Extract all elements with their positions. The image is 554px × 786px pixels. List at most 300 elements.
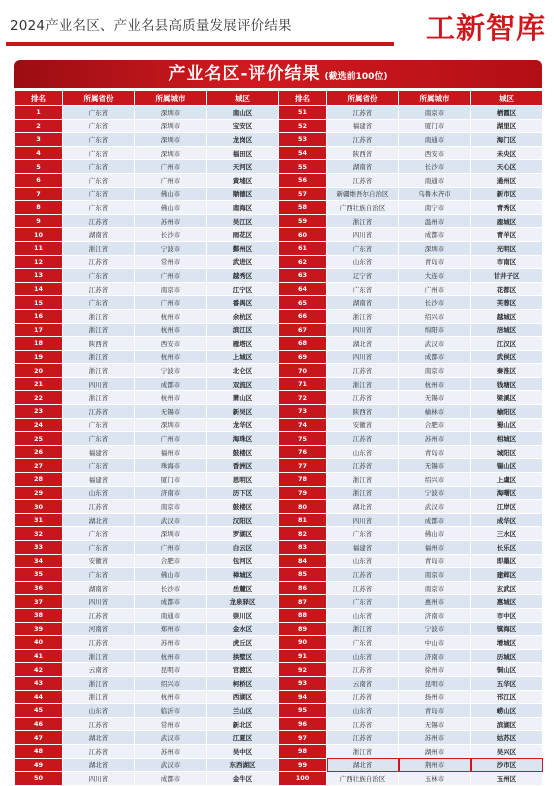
column-header-rank: 排名 — [279, 91, 327, 106]
province-cell: 江苏省 — [63, 744, 135, 758]
rank-cell: 37 — [15, 595, 63, 609]
table-row — [15, 309, 543, 323]
column-header-district: 城区 — [207, 91, 279, 106]
table-row — [15, 527, 543, 541]
province-cell: 江苏省 — [63, 717, 135, 731]
district-cell: 武侯区 — [471, 350, 543, 364]
city-cell: 绍兴市 — [399, 473, 471, 487]
district-cell: 兰山区 — [207, 704, 279, 718]
city-cell: 苏州市 — [399, 432, 471, 446]
district-cell: 拱墅区 — [207, 649, 279, 663]
table-row — [15, 337, 543, 351]
province-cell: 浙江省 — [327, 214, 399, 228]
city-cell: 青岛市 — [399, 704, 471, 718]
province-cell: 江苏省 — [63, 608, 135, 622]
rank-cell: 78 — [279, 473, 327, 487]
rank-cell: 16 — [15, 309, 63, 323]
city-cell: 青岛市 — [399, 255, 471, 269]
district-cell: 包河区 — [207, 554, 279, 568]
province-cell: 广东省 — [327, 636, 399, 650]
rank-cell: 2 — [15, 119, 63, 133]
ranking-table — [14, 90, 543, 786]
district-cell: 福田区 — [207, 146, 279, 160]
rank-cell: 14 — [15, 282, 63, 296]
province-cell: 江苏省 — [327, 663, 399, 677]
table-body — [15, 106, 543, 786]
province-cell: 新疆维吾尔自治区 — [327, 187, 399, 201]
province-cell: 安徽省 — [327, 418, 399, 432]
rank-cell: 48 — [15, 744, 63, 758]
province-cell: 四川省 — [327, 228, 399, 242]
rank-cell: 40 — [15, 636, 63, 650]
city-cell: 济南市 — [399, 649, 471, 663]
province-cell: 广东省 — [63, 459, 135, 473]
table-row — [15, 418, 543, 432]
table-row — [15, 432, 543, 446]
city-cell: 临沂市 — [135, 704, 207, 718]
city-cell: 佛山市 — [135, 568, 207, 582]
province-cell: 浙江省 — [63, 690, 135, 704]
city-cell: 南京市 — [399, 106, 471, 120]
rank-cell: 62 — [279, 255, 327, 269]
city-cell: 广州市 — [135, 160, 207, 174]
rank-cell: 8 — [15, 201, 63, 215]
city-cell: 昆明市 — [135, 663, 207, 677]
district-cell: 增城区 — [471, 636, 543, 650]
rank-cell: 83 — [279, 541, 327, 555]
district-cell: 吴中区 — [207, 744, 279, 758]
province-cell: 山东省 — [327, 255, 399, 269]
rank-cell: 49 — [15, 758, 63, 772]
province-cell: 广西壮族自治区 — [327, 201, 399, 215]
province-cell: 浙江省 — [63, 323, 135, 337]
district-cell: 青羊区 — [471, 228, 543, 242]
province-cell: 广东省 — [63, 133, 135, 147]
district-cell: 柯桥区 — [207, 676, 279, 690]
table-row — [15, 676, 543, 690]
column-header-province: 所属省份 — [327, 91, 399, 106]
city-cell: 长沙市 — [135, 581, 207, 595]
rank-cell: 47 — [15, 731, 63, 745]
province-cell: 山东省 — [63, 486, 135, 500]
city-cell: 合肥市 — [135, 554, 207, 568]
city-cell: 榆林市 — [399, 405, 471, 419]
rank-cell: 24 — [15, 418, 63, 432]
rank-cell: 42 — [15, 663, 63, 677]
province-cell: 广东省 — [327, 527, 399, 541]
table-row — [15, 214, 543, 228]
column-header-district: 城区 — [471, 91, 543, 106]
city-cell: 郑州市 — [135, 622, 207, 636]
province-cell: 广东省 — [63, 418, 135, 432]
province-cell: 江苏省 — [327, 106, 399, 120]
district-cell: 未央区 — [471, 146, 543, 160]
city-cell: 南京市 — [135, 282, 207, 296]
rank-cell: 94 — [279, 690, 327, 704]
district-cell: 萧山区 — [207, 391, 279, 405]
rank-cell: 52 — [279, 119, 327, 133]
rank-cell: 32 — [15, 527, 63, 541]
rank-cell: 12 — [15, 255, 63, 269]
province-cell: 江苏省 — [63, 214, 135, 228]
table-row — [15, 500, 543, 514]
table-row — [15, 201, 543, 215]
rank-cell: 90 — [279, 636, 327, 650]
rank-cell: 7 — [15, 187, 63, 201]
city-cell: 南通市 — [399, 133, 471, 147]
city-cell: 广州市 — [135, 541, 207, 555]
province-cell: 广西壮族自治区 — [327, 772, 399, 786]
city-cell: 深圳市 — [135, 418, 207, 432]
city-cell: 佛山市 — [399, 527, 471, 541]
rank-cell: 89 — [279, 622, 327, 636]
district-cell: 武进区 — [207, 255, 279, 269]
district-cell: 即墨区 — [471, 554, 543, 568]
province-cell: 山东省 — [327, 608, 399, 622]
rank-cell: 6 — [15, 173, 63, 187]
city-cell: 深圳市 — [135, 527, 207, 541]
province-cell: 江苏省 — [327, 731, 399, 745]
province-cell: 江苏省 — [327, 568, 399, 582]
column-header-province: 所属省份 — [63, 91, 135, 106]
city-cell: 武汉市 — [135, 758, 207, 772]
district-cell: 龙岗区 — [207, 133, 279, 147]
table-row — [15, 758, 543, 772]
city-cell: 深圳市 — [135, 119, 207, 133]
district-cell: 白云区 — [207, 541, 279, 555]
table-row — [15, 554, 543, 568]
district-cell: 南海区 — [207, 201, 279, 215]
district-cell: 汉阳区 — [207, 513, 279, 527]
district-cell: 成华区 — [471, 513, 543, 527]
district-cell: 姑苏区 — [471, 731, 543, 745]
city-cell: 昆明市 — [399, 676, 471, 690]
table-row — [15, 581, 543, 595]
page-header — [0, 0, 554, 60]
rank-cell: 43 — [15, 676, 63, 690]
table-row — [15, 744, 543, 758]
rank-cell: 10 — [15, 228, 63, 242]
district-cell: 鹿城区 — [471, 214, 543, 228]
city-cell: 成都市 — [399, 513, 471, 527]
district-cell: 禅城区 — [207, 568, 279, 582]
table-row — [15, 513, 543, 527]
province-cell: 云南省 — [63, 663, 135, 677]
district-cell: 海门区 — [471, 133, 543, 147]
city-cell: 长沙市 — [135, 228, 207, 242]
city-cell: 杭州市 — [399, 377, 471, 391]
rank-cell: 5 — [15, 160, 63, 174]
table-row — [15, 717, 543, 731]
district-cell: 历下区 — [207, 486, 279, 500]
city-cell: 徐州市 — [399, 663, 471, 677]
city-cell: 厦门市 — [135, 473, 207, 487]
ranking-table-wrapper — [14, 90, 542, 786]
district-cell: 玄武区 — [471, 581, 543, 595]
city-cell: 广州市 — [399, 282, 471, 296]
city-cell: 深圳市 — [135, 133, 207, 147]
city-cell: 青岛市 — [399, 554, 471, 568]
rank-cell: 23 — [15, 405, 63, 419]
province-cell: 江苏省 — [327, 432, 399, 446]
table-row — [15, 187, 543, 201]
district-cell: 江汉区 — [471, 337, 543, 351]
city-cell: 武汉市 — [399, 337, 471, 351]
rank-cell: 80 — [279, 500, 327, 514]
city-cell: 宁波市 — [399, 486, 471, 500]
rank-cell: 100 — [279, 772, 327, 786]
district-cell: 锡山区 — [471, 459, 543, 473]
table-row — [15, 622, 543, 636]
rank-cell: 54 — [279, 146, 327, 160]
city-cell: 宁波市 — [135, 364, 207, 378]
province-cell: 湖北省 — [63, 758, 135, 772]
rank-cell: 85 — [279, 568, 327, 582]
city-cell: 南京市 — [399, 364, 471, 378]
district-cell: 宝安区 — [207, 119, 279, 133]
city-cell: 乌鲁木齐市 — [399, 187, 471, 201]
province-cell: 福建省 — [327, 119, 399, 133]
rank-cell: 22 — [15, 391, 63, 405]
district-cell: 鼓楼区 — [207, 500, 279, 514]
rank-cell: 45 — [15, 704, 63, 718]
district-cell: 江宁区 — [207, 282, 279, 296]
district-cell: 黄埔区 — [207, 173, 279, 187]
province-cell: 广东省 — [327, 595, 399, 609]
province-cell: 广东省 — [63, 432, 135, 446]
province-cell: 江苏省 — [327, 173, 399, 187]
table-row — [15, 255, 543, 269]
district-cell: 铜山区 — [471, 663, 543, 677]
district-cell: 金牛区 — [207, 772, 279, 786]
district-cell: 海珠区 — [207, 432, 279, 446]
rank-cell: 15 — [15, 296, 63, 310]
province-cell: 湖北省 — [63, 513, 135, 527]
province-cell: 山东省 — [327, 649, 399, 663]
city-cell: 长沙市 — [399, 160, 471, 174]
province-cell: 江苏省 — [63, 282, 135, 296]
rank-cell: 97 — [279, 731, 327, 745]
table-row — [15, 160, 543, 174]
column-header-city: 所属城市 — [135, 91, 207, 106]
province-cell: 广东省 — [327, 241, 399, 255]
province-cell: 广东省 — [63, 568, 135, 582]
table-banner — [14, 60, 542, 88]
rank-cell: 34 — [15, 554, 63, 568]
city-cell: 杭州市 — [135, 323, 207, 337]
city-cell: 杭州市 — [135, 391, 207, 405]
province-cell: 广东省 — [63, 119, 135, 133]
district-cell: 龙华区 — [207, 418, 279, 432]
district-cell: 余杭区 — [207, 309, 279, 323]
rank-cell: 41 — [15, 649, 63, 663]
district-cell: 鼓楼区 — [207, 445, 279, 459]
table-row — [15, 133, 543, 147]
rank-cell: 11 — [15, 241, 63, 255]
banner-subtitle: (截选前100位) — [324, 72, 388, 82]
district-cell: 建邺区 — [471, 568, 543, 582]
district-cell: 涪城区 — [471, 323, 543, 337]
city-cell: 常州市 — [135, 255, 207, 269]
table-row — [15, 608, 543, 622]
city-cell: 南京市 — [135, 500, 207, 514]
rank-cell: 46 — [15, 717, 63, 731]
rank-cell: 26 — [15, 445, 63, 459]
rank-cell: 88 — [279, 608, 327, 622]
province-cell: 安徽省 — [63, 554, 135, 568]
province-cell: 江苏省 — [327, 459, 399, 473]
province-cell: 山东省 — [63, 704, 135, 718]
city-cell: 西安市 — [399, 146, 471, 160]
province-cell: 四川省 — [63, 595, 135, 609]
city-cell: 合肥市 — [399, 418, 471, 432]
table-row — [15, 473, 543, 487]
province-cell: 广东省 — [63, 527, 135, 541]
rank-cell: 38 — [15, 608, 63, 622]
province-cell: 江苏省 — [327, 133, 399, 147]
province-cell: 广东省 — [327, 282, 399, 296]
city-cell: 深圳市 — [135, 106, 207, 120]
province-cell: 浙江省 — [63, 241, 135, 255]
province-cell: 江苏省 — [63, 255, 135, 269]
brand-logo: 工新智库 — [425, 11, 546, 45]
district-cell: 越城区 — [471, 309, 543, 323]
district-cell: 城阳区 — [471, 445, 543, 459]
province-cell: 湖南省 — [63, 228, 135, 242]
table-row — [15, 391, 543, 405]
rank-cell: 87 — [279, 595, 327, 609]
table-row — [15, 649, 543, 663]
district-cell: 越秀区 — [207, 269, 279, 283]
city-cell: 成都市 — [399, 228, 471, 242]
district-cell: 番禺区 — [207, 296, 279, 310]
rank-cell: 95 — [279, 704, 327, 718]
city-cell: 厦门市 — [399, 119, 471, 133]
province-cell: 四川省 — [327, 350, 399, 364]
table-row — [15, 690, 543, 704]
rank-cell: 55 — [279, 160, 327, 174]
province-cell: 浙江省 — [327, 622, 399, 636]
district-cell: 沙市区 — [471, 758, 543, 772]
district-cell: 上虞区 — [471, 473, 543, 487]
table-row — [15, 350, 543, 364]
rank-cell: 99 — [279, 758, 327, 772]
district-cell: 花都区 — [471, 282, 543, 296]
district-cell: 天河区 — [207, 160, 279, 174]
rank-cell: 21 — [15, 377, 63, 391]
rank-cell: 28 — [15, 473, 63, 487]
city-cell: 杭州市 — [135, 350, 207, 364]
province-cell: 浙江省 — [63, 676, 135, 690]
district-cell: 北仑区 — [207, 364, 279, 378]
rank-cell: 31 — [15, 513, 63, 527]
district-cell: 新吴区 — [207, 405, 279, 419]
city-cell: 绍兴市 — [135, 676, 207, 690]
city-cell: 宁波市 — [135, 241, 207, 255]
district-cell: 金水区 — [207, 622, 279, 636]
city-cell: 无锡市 — [399, 459, 471, 473]
table-row — [15, 772, 543, 786]
district-cell: 南山区 — [207, 106, 279, 120]
district-cell: 新市区 — [471, 187, 543, 201]
district-cell: 新北区 — [207, 717, 279, 731]
district-cell: 官渡区 — [207, 663, 279, 677]
table-row — [15, 377, 543, 391]
rank-cell: 56 — [279, 173, 327, 187]
city-cell: 广州市 — [135, 269, 207, 283]
rank-cell: 75 — [279, 432, 327, 446]
province-cell: 湖南省 — [327, 296, 399, 310]
rank-cell: 53 — [279, 133, 327, 147]
rank-cell: 39 — [15, 622, 63, 636]
table-row — [15, 323, 543, 337]
district-cell: 滨湖区 — [471, 717, 543, 731]
province-cell: 江苏省 — [327, 364, 399, 378]
province-cell: 浙江省 — [63, 309, 135, 323]
city-cell: 中山市 — [399, 636, 471, 650]
rank-cell: 27 — [15, 459, 63, 473]
district-cell: 榆阳区 — [471, 405, 543, 419]
rank-cell: 33 — [15, 541, 63, 555]
city-cell: 苏州市 — [135, 214, 207, 228]
page-title: 2024产业名区、产业名县高质量发展评价结果 — [10, 18, 292, 34]
rank-cell: 13 — [15, 269, 63, 283]
city-cell: 常州市 — [135, 717, 207, 731]
district-cell: 市南区 — [471, 255, 543, 269]
district-cell: 秦淮区 — [471, 364, 543, 378]
rank-cell: 84 — [279, 554, 327, 568]
district-cell: 三水区 — [471, 527, 543, 541]
province-cell: 浙江省 — [327, 744, 399, 758]
city-cell: 成都市 — [135, 377, 207, 391]
province-cell: 广东省 — [63, 541, 135, 555]
district-cell: 邗江区 — [471, 690, 543, 704]
table-header-row — [15, 91, 543, 106]
district-cell: 通州区 — [471, 173, 543, 187]
province-cell: 浙江省 — [327, 473, 399, 487]
district-cell: 鄞州区 — [207, 241, 279, 255]
rank-cell: 71 — [279, 377, 327, 391]
rank-cell: 51 — [279, 106, 327, 120]
province-cell: 江苏省 — [63, 500, 135, 514]
city-cell: 珠海市 — [135, 459, 207, 473]
province-cell: 福建省 — [63, 473, 135, 487]
city-cell: 无锡市 — [399, 391, 471, 405]
rank-cell: 65 — [279, 296, 327, 310]
district-cell: 栖霞区 — [471, 106, 543, 120]
rank-cell: 61 — [279, 241, 327, 255]
rank-cell: 81 — [279, 513, 327, 527]
rank-cell: 93 — [279, 676, 327, 690]
rank-cell: 57 — [279, 187, 327, 201]
city-cell: 绍兴市 — [399, 309, 471, 323]
city-cell: 湖州市 — [399, 744, 471, 758]
city-cell: 苏州市 — [399, 731, 471, 745]
province-cell: 四川省 — [63, 377, 135, 391]
rank-cell: 64 — [279, 282, 327, 296]
district-cell: 崇川区 — [207, 608, 279, 622]
city-cell: 无锡市 — [399, 717, 471, 731]
province-cell: 浙江省 — [327, 377, 399, 391]
rank-cell: 1 — [15, 106, 63, 120]
city-cell: 苏州市 — [135, 744, 207, 758]
district-cell: 市中区 — [471, 608, 543, 622]
table-row — [15, 296, 543, 310]
district-cell: 顺德区 — [207, 187, 279, 201]
province-cell: 福建省 — [63, 445, 135, 459]
rank-cell: 70 — [279, 364, 327, 378]
rank-cell: 82 — [279, 527, 327, 541]
